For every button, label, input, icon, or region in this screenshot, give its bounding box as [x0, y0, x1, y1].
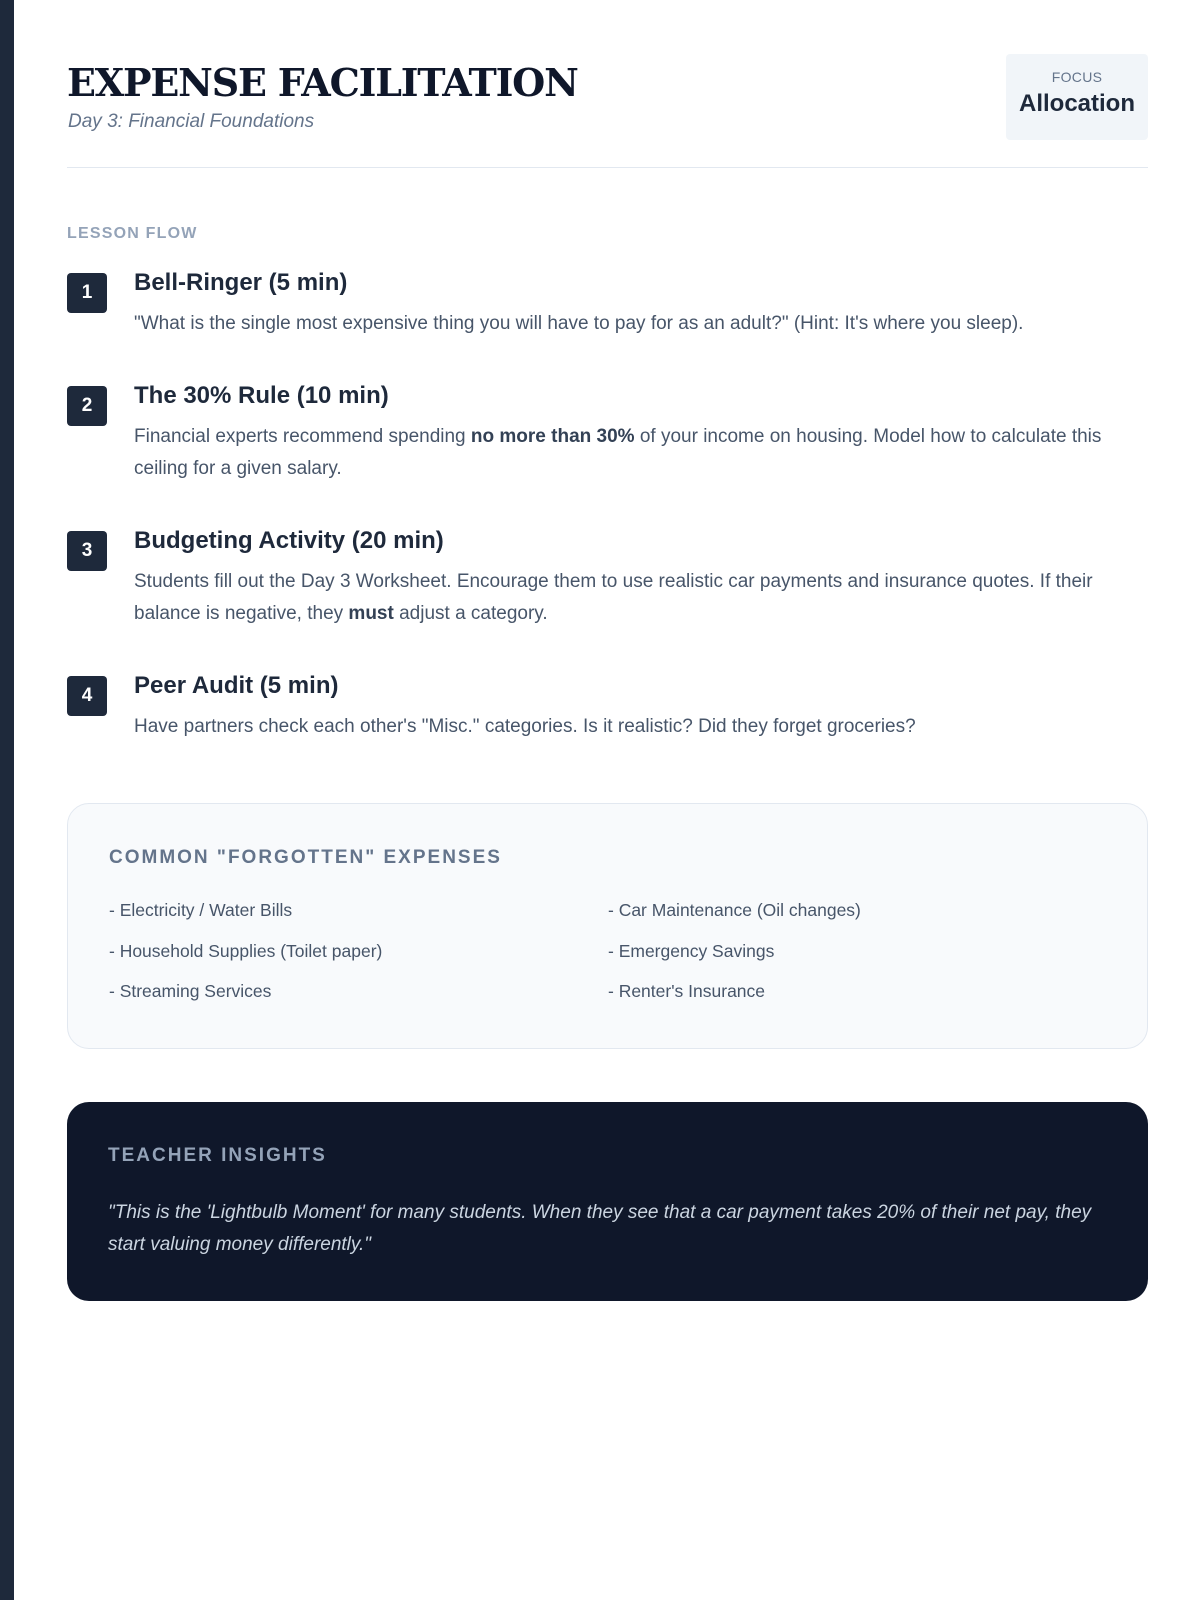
step-title: Peer Audit (5 min) — [134, 672, 339, 699]
teacher-insights-heading: TEACHER INSIGHTS — [108, 1145, 327, 1166]
list-item: - Electricity / Water Bills — [109, 900, 293, 920]
forgotten-expenses-card — [67, 803, 1148, 1049]
step-text-after: adjust a category. — [393, 603, 548, 624]
teacher-insights-quote: "This is the 'Lightbulb Moment' for many students. When they see that a car payment takes 20% of their net pay, they start valuing money differently." — [108, 1202, 1092, 1255]
step-text-emphasis: no more than 30% — [470, 426, 635, 447]
step-number-badge: 4 — [67, 676, 107, 716]
focus-badge — [1006, 54, 1148, 140]
step-description: "What is the single most expensive thing you will have to pay for as an adult?" (Hint: It's where you sleep). — [134, 313, 1024, 334]
step-number-badge: 3 — [67, 531, 107, 571]
focus-value: Allocation — [1018, 90, 1135, 117]
lesson-flow-heading: LESSON FLOW — [67, 225, 198, 242]
step-text-before: Financial experts recommend spending — [134, 426, 471, 447]
list-item: - Emergency Savings — [608, 941, 775, 961]
page-header — [67, 0, 1148, 168]
step-text-after: of your income on housing. Model how to calculate this ceiling for a given salary. — [134, 426, 1102, 479]
step-title: The 30% Rule (10 min) — [134, 382, 389, 409]
focus-label: FOCUS — [1051, 69, 1103, 85]
lesson-page — [67, 0, 1148, 1255]
teacher-insights-card — [67, 1102, 1148, 1301]
step-title: Bell-Ringer (5 min) — [134, 269, 348, 296]
forgotten-expenses-heading: COMMON "FORGOTTEN" EXPENSES — [109, 847, 502, 868]
left-accent-bar — [0, 0, 14, 1600]
list-item: - Renter's Insurance — [608, 981, 766, 1001]
list-item: - Household Supplies (Toilet paper) — [109, 941, 383, 961]
list-item: - Streaming Services — [109, 981, 272, 1001]
list-item: - Car Maintenance (Oil changes) — [608, 900, 861, 920]
step-description: Have partners check each other's "Misc." categories. Is it realistic? Did they forget groceries? — [134, 716, 916, 737]
step-text-emphasis: must — [348, 603, 394, 624]
step-description — [134, 421, 1144, 485]
step-description — [134, 566, 1144, 630]
step-number-badge: 1 — [67, 273, 107, 313]
step-text-before: Students fill out the Day 3 Worksheet. Encourage them to use realistic car payments and insurance quotes. If their balance is negative, they — [134, 571, 1093, 624]
page-title: EXPENSE FACILITATION — [67, 60, 578, 105]
step-title: Budgeting Activity (20 min) — [134, 527, 444, 554]
page-subtitle: Day 3: Financial Foundations — [68, 111, 315, 132]
step-number-badge: 2 — [67, 386, 107, 426]
